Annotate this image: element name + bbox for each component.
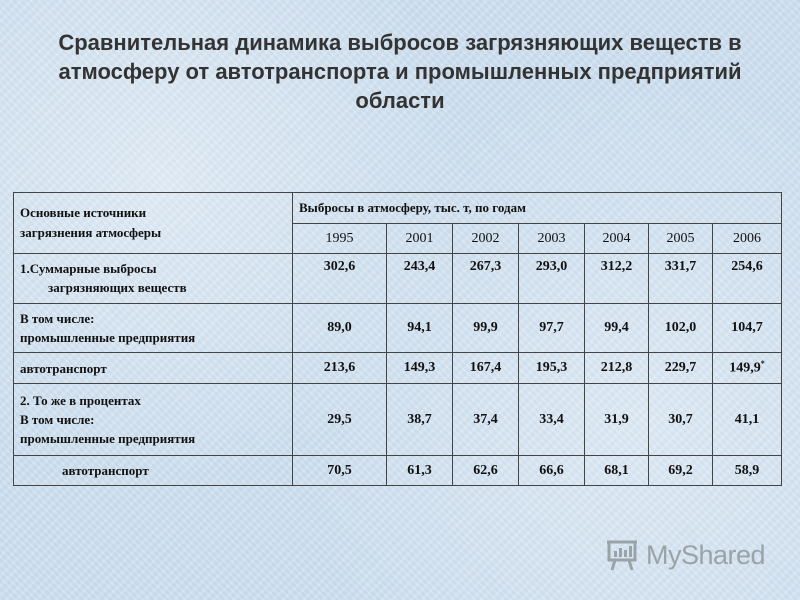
year-cell: 2004 [585,224,649,254]
value-cell: 58,9 [713,456,782,486]
row-label: автотранспорт [14,353,293,384]
row-label [14,304,293,353]
value-cell: 41,1 [713,384,782,456]
table-row-industry [14,304,782,353]
value-cell: 61,3 [387,456,453,486]
value-cell: 99,9 [453,304,519,353]
value-cell: 102,0 [649,304,713,353]
value-cell: 331,7 [649,254,713,304]
watermark-logo [606,538,765,572]
table-row-percent-industry [14,384,782,456]
row-label-line2: промышленные предприятия [20,330,196,345]
year-cell: 2006 [713,224,782,254]
value-cell: 293,0 [519,254,585,304]
row-label-line3: промышленные предприятия [20,431,196,446]
value-cell: 89,0 [293,304,387,353]
value-cell: 212,8 [585,353,649,384]
row-label-line1: В том числе: [20,311,95,326]
value-cell [713,353,782,384]
value-cell: 213,6 [293,353,387,384]
value-cell: 70,5 [293,456,387,486]
value-cell: 243,4 [387,254,453,304]
table-row-percent-transport [14,456,782,486]
value-cell: 31,9 [585,384,649,456]
sources-header [14,193,293,254]
table-row-transport [14,353,782,384]
row-label [14,384,293,456]
value-cell: 99,4 [585,304,649,353]
page-title: Сравнительная динамика выбросов загрязняющих веществ в атмосферу от автотранспорта и промышленных предприятий области [58,30,742,113]
value-cell: 94,1 [387,304,453,353]
value-cell: 68,1 [585,456,649,486]
footnote-mark: * [760,359,765,369]
watermark-text: MyShared [646,539,766,570]
emissions-header: Выбросы в атмосферу, тыс. т, по годам [293,193,782,224]
value-cell: 254,6 [713,254,782,304]
value-cell: 267,3 [453,254,519,304]
sources-header-line1: Основные источники [20,205,147,220]
row-label-line1: 2. То же в процентах [20,393,141,408]
value-cell: 149,3 [387,353,453,384]
row-label-line2: загрязняющих веществ [48,280,187,295]
value-cell: 33,4 [519,384,585,456]
value-cell: 29,5 [293,384,387,456]
sources-header-line2: загрязнения атмосферы [20,225,162,240]
value-cell: 229,7 [649,353,713,384]
value-text: 149,9 [729,360,761,376]
header-row-1 [14,193,782,224]
value-cell: 30,7 [649,384,713,456]
projector-board-icon [606,538,640,572]
year-cell: 2005 [649,224,713,254]
year-cell: 2002 [453,224,519,254]
year-cell: 2001 [387,224,453,254]
row-label-line2: В том числе: [20,412,95,427]
value-cell: 312,2 [585,254,649,304]
value-cell: 167,4 [453,353,519,384]
row-label [14,254,293,304]
value-cell: 69,2 [649,456,713,486]
value-cell: 66,6 [519,456,585,486]
year-cell: 2003 [519,224,585,254]
year-cell: 1995 [293,224,387,254]
value-cell: 62,6 [453,456,519,486]
value-cell: 37,4 [453,384,519,456]
emissions-table [13,192,782,486]
row-label-line1: автотранспорт [62,463,149,478]
value-cell: 302,6 [293,254,387,304]
value-cell: 97,7 [519,304,585,353]
value-cell: 195,3 [519,353,585,384]
table-row-total [14,254,782,304]
value-cell: 104,7 [713,304,782,353]
row-label-line1: 1.Суммарные выбросы [20,261,157,276]
value-cell: 38,7 [387,384,453,456]
row-label [14,456,293,486]
